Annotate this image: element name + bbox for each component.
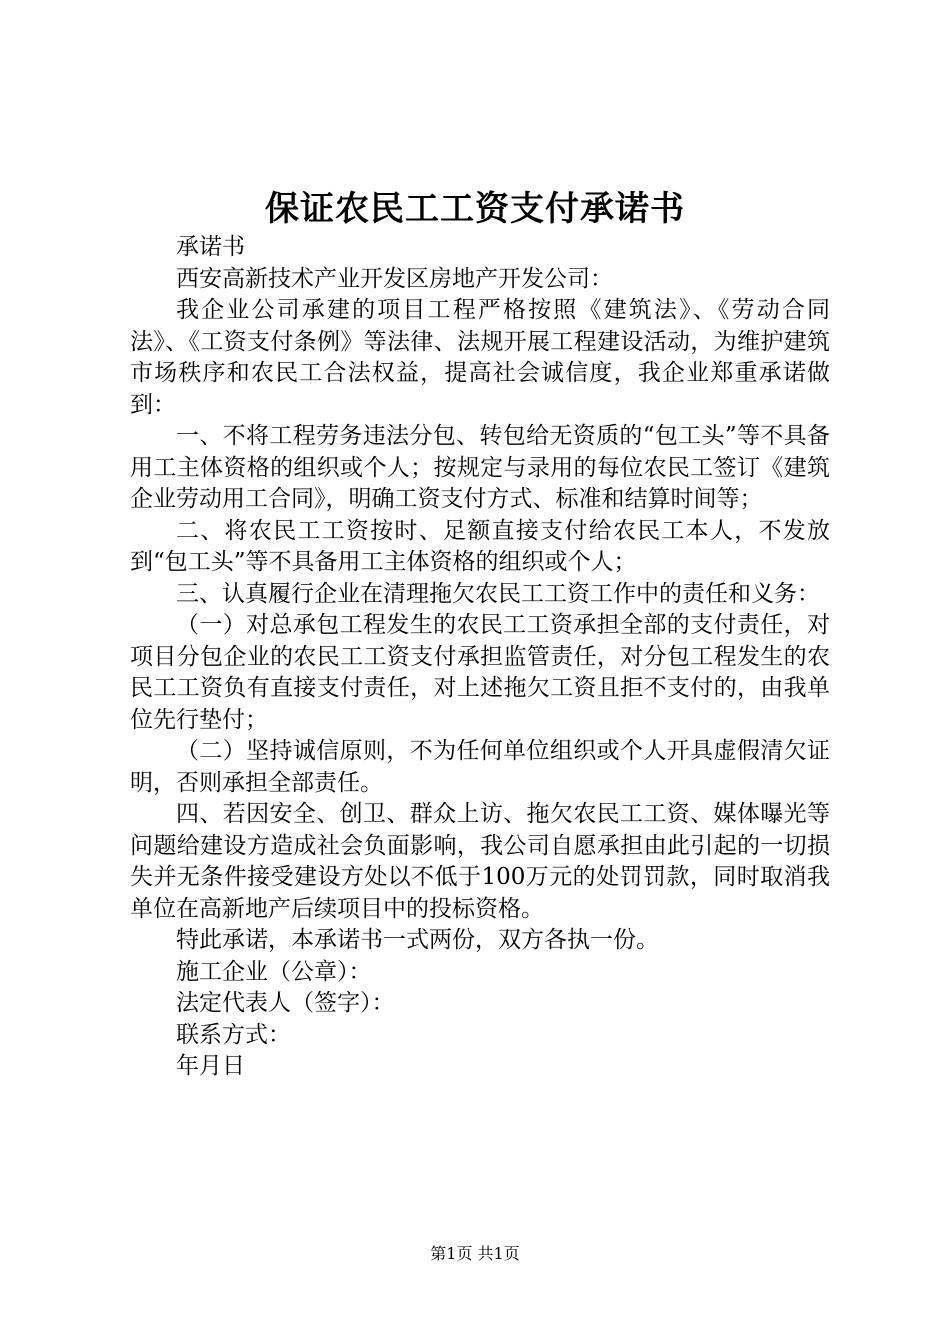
intro-paragraph: 我企业公司承建的项目工程严格按照《建筑法》、《劳动合同法》、《工资支付条例》等法律、法规开展工程建设活动，为维护建筑市场秩序和农民工合法权益，提高社会诚信度，我企业郑重承诺做到： bbox=[130, 297, 830, 418]
contact-line: 联系方式： bbox=[176, 1021, 291, 1048]
closing-statement: 特此承诺，本承诺书一式两份，双方各执一份。 bbox=[176, 927, 659, 953]
page-footer: 第1页 共1页 bbox=[430, 1244, 520, 1263]
addressee: 西安高新技术产业开发区房地产开发公司： bbox=[176, 265, 613, 292]
commitment-item-4: 四、若因安全、创卫、群众上访、拖欠农民工工资、媒体曝光等问题给建设方造成社会负面影响，我公司自愿承担由此引起的一切损失并无条件接受建设方处以不低于100万元的处罚罚款，同时取消我单位在高新地产后续项目中的投标资格。 bbox=[130, 801, 830, 922]
document-title: 保证农民工工资支付承诺书 bbox=[265, 189, 685, 229]
commitment-subitem-2: （二）坚持诚信原则，不为任何单位组织或个人开具虚假清欠证明，否则承担全部责任。 bbox=[130, 738, 830, 796]
date-line: 年月日 bbox=[176, 1053, 245, 1079]
commitment-subitem-1: （一）对总承包工程发生的农民工工资承担全部的支付责任，对项目分包企业的农民工工资支付承担监管责任，对分包工程发生的农民工工资负有直接支付责任，对上述拖欠工资且拒不支付的，由我单位先行垫付； bbox=[130, 612, 830, 733]
document-body bbox=[130, 232, 830, 1083]
commitment-item-3: 三、认真履行企业在清理拖欠农民工工资工作中的责任和义务： bbox=[176, 580, 820, 607]
company-seal-line: 施工企业（公章）： bbox=[176, 958, 372, 985]
heading-label: 承诺书 bbox=[176, 234, 245, 260]
commitment-item-2: 二、将农民工工资按时、足额直接支付给农民工本人，不发放到“包工头”等不具备用工主体资格的组织或个人； bbox=[130, 517, 830, 575]
legal-representative-line: 法定代表人（签字）： bbox=[176, 990, 395, 1016]
commitment-item-1: 一、不将工程劳务违法分包、转包给无资质的“包工头”等不具备用工主体资格的组织或个人；按规定与录用的每位农民工签订《建筑企业劳动用工合同》，明确工资支付方式、标准和结算时间等； bbox=[130, 423, 830, 512]
